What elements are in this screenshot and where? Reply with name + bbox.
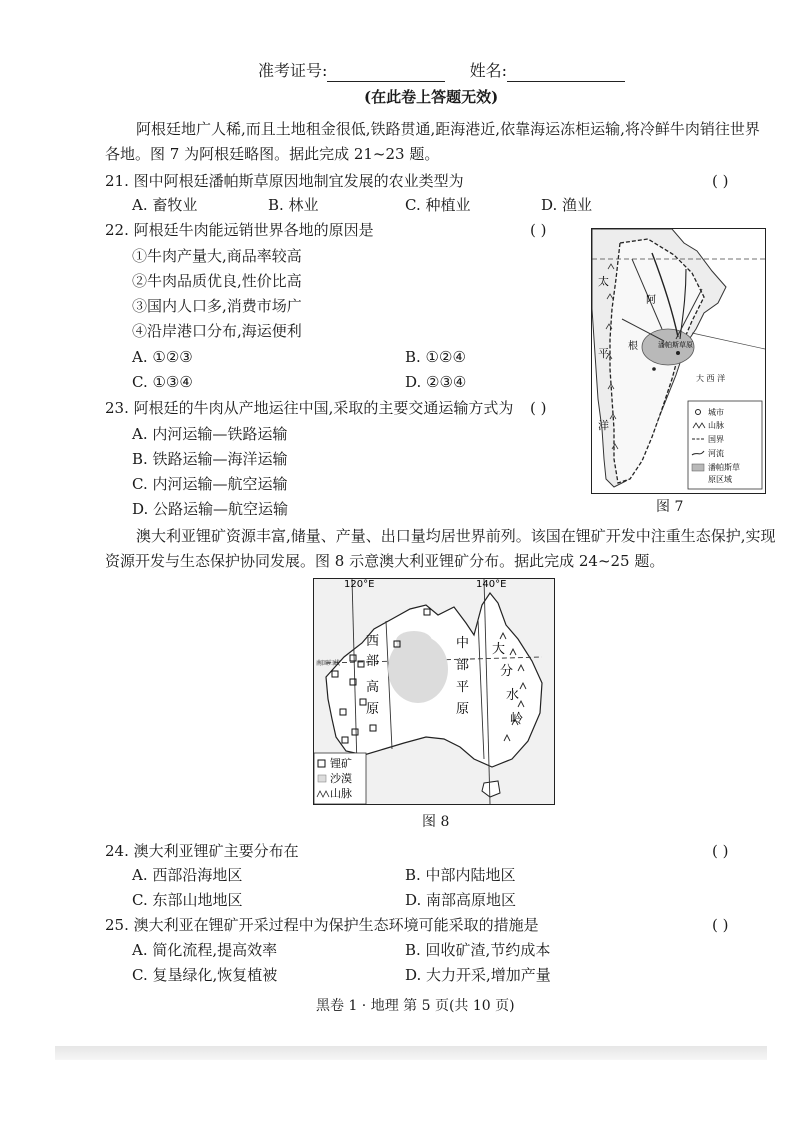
label-tai: 太 xyxy=(598,275,609,288)
label-120e: 120°E xyxy=(344,579,375,590)
range-char-1: 大 xyxy=(492,642,506,657)
q23-answer-paren[interactable]: ( ) xyxy=(530,399,547,417)
plateau-char-3: 高 xyxy=(366,680,380,695)
q24-option-c[interactable]: C. 东部山地地区 xyxy=(132,891,243,909)
q22-statement-4: ④沿岸港口分布,海运便利 xyxy=(132,322,302,340)
q23-option-d[interactable]: D. 公路运输—航空运输 xyxy=(132,500,289,518)
label-gen: 根 xyxy=(628,341,638,352)
q23-stem: 23. 阿根廷的牛肉从产地运往中国,采取的主要交通运输方式为 xyxy=(105,399,514,417)
q22-statement-1: ①牛肉产量大,商品率较高 xyxy=(132,247,302,265)
name-blank[interactable] xyxy=(507,65,625,82)
answer-notice: (在此卷上答题无效) xyxy=(364,88,499,106)
q22-statement-2: ②牛肉品质优良,性价比高 xyxy=(132,272,302,290)
q21-answer-paren[interactable]: ( ) xyxy=(712,172,729,190)
range-char-4: 岭 xyxy=(510,712,524,727)
label-yang: 洋 xyxy=(598,419,609,432)
range-char-2: 分 xyxy=(500,664,514,679)
figure-8-caption: 图 8 xyxy=(422,814,450,830)
q25-option-a[interactable]: A. 简化流程,提高效率 xyxy=(132,941,278,959)
legend-lithium: 锂矿 xyxy=(330,757,352,770)
figure-7-caption: 图 7 xyxy=(656,499,684,515)
legend-mountain: 山脉 xyxy=(330,787,352,800)
figure-7-legend xyxy=(688,401,762,489)
q21-option-c[interactable]: C. 种植业 xyxy=(405,196,471,214)
name-label: 姓名: xyxy=(469,61,507,80)
plain-char-3: 平 xyxy=(456,680,470,695)
label-atlantic-ocean: 大 西 洋 xyxy=(696,374,726,383)
city-dot xyxy=(652,367,656,371)
passage1-line2: 各地。图 7 为阿根廷略图。据此完成 21~23 题。 xyxy=(105,145,440,163)
q22-option-d[interactable]: D. ②③④ xyxy=(405,373,467,391)
range-char-3: 水 xyxy=(506,688,520,703)
city-dot xyxy=(676,351,680,355)
plain-char-4: 原 xyxy=(456,702,470,717)
q21-option-a[interactable]: A. 畜牧业 xyxy=(132,196,198,214)
q24-option-b[interactable]: B. 中部内陆地区 xyxy=(405,866,516,884)
q21-option-b[interactable]: B. 林业 xyxy=(268,196,319,214)
q24-answer-paren[interactable]: ( ) xyxy=(712,842,729,860)
figure-8-legend xyxy=(314,753,366,804)
figure-7-argentina-map xyxy=(591,228,766,494)
q25-option-d[interactable]: D. 大力开采,增加产量 xyxy=(405,966,551,984)
legend-pampas-1: 潘帕斯草 xyxy=(708,463,740,472)
q22-option-c[interactable]: C. ①③④ xyxy=(132,373,193,391)
q22-answer-paren[interactable]: ( ) xyxy=(530,221,547,239)
q25-option-c[interactable]: C. 复垦绿化,恢复植被 xyxy=(132,966,278,984)
legend-city: 城市 xyxy=(708,408,724,417)
label-140e: 140°E xyxy=(476,579,507,590)
plateau-char-4: 原 xyxy=(366,702,380,717)
plateau-char-1: 西 xyxy=(366,634,380,649)
passage2-line2: 资源开发与生态保护协同发展。图 8 示意澳大利亚锂矿分布。据此完成 24~25 题。 xyxy=(105,552,665,570)
q23-option-a[interactable]: A. 内河运输—铁路运输 xyxy=(132,425,288,443)
plain-char-1: 中 xyxy=(456,636,470,651)
page-bottom-shadow xyxy=(55,1046,767,1060)
q22-option-b[interactable]: B. ①②④ xyxy=(405,348,466,366)
plateau-char-2: 部 xyxy=(366,654,380,669)
exam-id-label: 准考证号: xyxy=(258,61,328,80)
q24-option-a[interactable]: A. 西部沿海地区 xyxy=(132,866,243,884)
q22-option-a[interactable]: A. ①②③ xyxy=(132,348,193,366)
figure-8-australia-map xyxy=(313,578,555,805)
q25-option-b[interactable]: B. 回收矿渣,节约成本 xyxy=(405,941,551,959)
q22-statement-3: ③国内人口多,消费市场广 xyxy=(132,297,302,315)
australia-map-svg xyxy=(314,579,554,804)
legend-pampas-2: 原区域 xyxy=(708,475,732,484)
q24-stem: 24. 澳大利亚锂矿主要分布在 xyxy=(105,842,299,860)
label-pampas: 潘帕斯草原 xyxy=(658,341,693,349)
q21-option-d[interactable]: D. 渔业 xyxy=(541,196,593,214)
q21-stem: 21. 图中阿根廷潘帕斯草原因地制宜发展的农业类型为 xyxy=(105,172,464,190)
sea-route-line xyxy=(692,333,765,349)
exam-id-blank[interactable] xyxy=(327,65,445,82)
label-tropic: 南回归线 xyxy=(316,660,341,667)
legend-desert: 沙漠 xyxy=(330,772,352,785)
q25-answer-paren[interactable]: ( ) xyxy=(712,916,729,934)
q22-stem: 22. 阿根廷牛肉能远销世界各地的原因是 xyxy=(105,221,374,239)
passage1-line1: 阿根廷地广人稀,而且土地租金很低,铁路贯通,距海港近,依靠海运冻柜运输,将冷鲜牛肉销往世界 xyxy=(136,120,760,138)
exam-id-row xyxy=(258,60,625,82)
passage2-line1: 澳大利亚锂矿资源丰富,储量、产量、出口量均居世界前列。该国在锂矿开发中注重生态保护,实现 xyxy=(136,527,776,545)
legend-mountain: 山脉 xyxy=(708,421,724,430)
q25-stem: 25. 澳大利亚在锂矿开采过程中为保护生态环境可能采取的措施是 xyxy=(105,916,539,934)
q24-option-d[interactable]: D. 南部高原地区 xyxy=(405,891,517,909)
label-ping: 平 xyxy=(598,347,609,360)
argentina-map-svg xyxy=(592,229,765,493)
plain-char-2: 部 xyxy=(456,658,470,673)
page-footer: 黑卷 1 · 地理 第 5 页(共 10 页) xyxy=(316,998,515,1014)
legend-river: 河流 xyxy=(708,449,724,458)
label-a: 阿 xyxy=(646,295,656,306)
legend-border: 国界 xyxy=(708,435,724,444)
q23-option-b[interactable]: B. 铁路运输—海洋运输 xyxy=(132,450,288,468)
q23-option-c[interactable]: C. 内河运输—航空运输 xyxy=(132,475,288,493)
